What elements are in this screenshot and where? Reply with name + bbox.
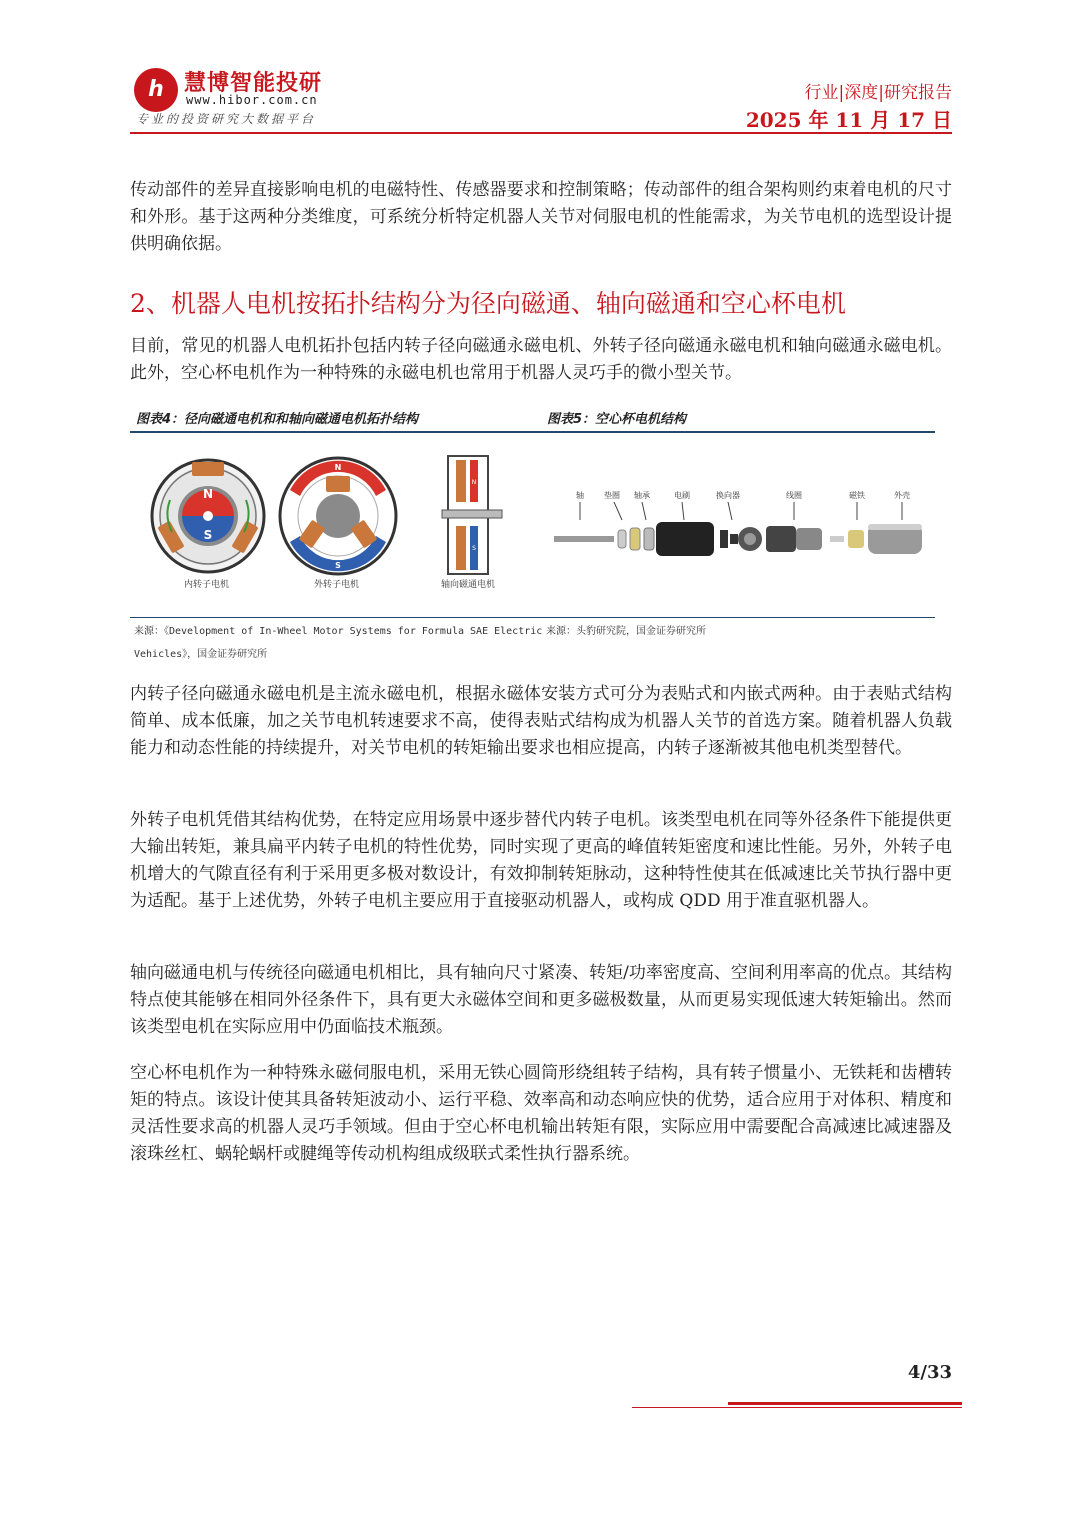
- paragraph-coreless: 空心杯电机作为一种特殊永磁伺服电机，采用无铁心圆筒形绕组转子结构，具有转子惯量小、无铁耗和齿槽转矩的特点。该设计使其具备转矩波动小、运行平稳、效率高和动态响应快的优势，适合应用于对体积、精度和灵活性要求高的机器人灵巧手领域。但由于空心杯电机输出转矩有限，实际应用中需要配合高减速比减速器及滚珠丝杠、蜗轮蜗杆或腱绳等传动机构组成级联式柔性执行器系统。: [130, 1063, 952, 1164]
- outer-pole-n: N: [334, 463, 342, 472]
- logo-slogan: 专业的投资研究大数据平台: [136, 112, 317, 126]
- caption-axial-flux: 轴向磁通电机: [441, 580, 496, 590]
- part-label-magnet: 磁铁: [849, 491, 865, 500]
- figure-4-source-line2: Vehicles》，国金证券研究所: [134, 649, 268, 660]
- coreless-motor-exploded-view: [554, 502, 922, 556]
- figure-5-source: 来源：头豹研究院，国金证券研究所: [546, 626, 706, 637]
- part-label-brush: 电刷: [674, 491, 690, 500]
- figure-4-source-line1: 来源：《Development of In-Wheel Motor Systems for Formula SAE Electric: [134, 626, 543, 637]
- part-label-commutator: 换向器: [716, 491, 740, 500]
- footer-rule-thick: [728, 1402, 962, 1405]
- figure-top-rule: [130, 431, 935, 433]
- logo-name: 慧博智能投研: [184, 71, 323, 96]
- figure-bottom-rule: [130, 617, 935, 618]
- header-divider: [130, 132, 952, 134]
- paragraph-topology: 目前，常见的机器人电机拓扑包括内转子径向磁通永磁电机、外转子径向磁通永磁电机和轴向磁通永磁电机。此外，空心杯电机作为一种特殊的永磁电机也常用于机器人灵巧手的微小型关节。: [130, 336, 952, 383]
- figure-5-title: 图表5：空心杯电机结构: [547, 412, 687, 427]
- axial-pole-n: N: [471, 479, 477, 486]
- axial-flux-motor-diagram: [442, 456, 502, 574]
- inner-rotor-motor-diagram: [152, 460, 264, 572]
- report-date: 2025 年 11 月 17 日: [745, 108, 952, 132]
- outer-pole-s: S: [335, 561, 341, 570]
- paragraph-inner-rotor: 内转子径向磁通永磁电机是主流永磁电机，根据永磁体安装方式可分为表贴式和内嵌式两种。由于表贴式结构简单、成本低廉，加之关节电机转速要求不高，使得表贴式结构成为机器人关节的首选方案。随着机器人负载能力和动态性能的持续提升，对关节电机的转矩输出要求也相应提高，内转子逐渐被其他电机类型替代。: [130, 684, 952, 758]
- caption-inner-rotor: 内转子电机: [184, 580, 230, 590]
- logo-url: www.hibor.com.cn: [186, 93, 318, 107]
- section-title: 2、机器人电机按拓扑结构分为径向磁通、轴向磁通和空心杯电机: [130, 289, 846, 318]
- hibor-logo: [134, 66, 334, 128]
- figure-4-title: 图表4：径向磁通电机和和轴向磁通电机拓扑结构: [136, 412, 419, 427]
- part-label-shaft: 轴: [576, 491, 584, 500]
- caption-outer-rotor: 外转子电机: [314, 580, 360, 590]
- paragraph-axial-flux: 轴向磁通电机与传统径向磁通电机相比，具有轴向尺寸紧凑、转矩/功率密度高、空间利用率高的优点。其结构特点使其能够在相同外径条件下，具有更大永磁体空间和更多磁极数量，从而更易实现低速大转矩输出。然而该类型电机在实际应用中仍面临技术瓶颈。: [130, 963, 952, 1037]
- paragraph-intro: 传动部件的差异直接影响电机的电磁特性、传感器要求和控制策略；传动部件的组合架构则约束着电机的尺寸和外形。基于这两种分类维度，可系统分析特定机器人关节对伺服电机的性能需求，为关节电机的选型设计提供明确依据。: [130, 180, 952, 254]
- inner-pole-s: S: [203, 528, 213, 542]
- axial-pole-s: S: [472, 545, 476, 552]
- part-label-washer: 垫圈: [604, 491, 620, 500]
- paragraph-outer-rotor: 外转子电机凭借其结构优势，在特定应用场景中逐步替代内转子电机。该类型电机在同等外径条件下能提供更大输出转矩，兼具扁平内转子电机的特性优势，同时实现了更高的峰值转矩密度和速比性能。另外，外转子电机增大的气隙直径有利于采用更多极对数设计，有效抑制转矩脉动，这种特性使其在低减速比关节执行器中更为适配。基于上述优势，外转子电机主要应用于直接驱动机器人，或构成 QDD 用于准直驱机器人。: [130, 810, 952, 911]
- logo-mark-icon: h: [134, 68, 178, 112]
- page-number: 4/33: [907, 1362, 952, 1383]
- footer-rule-thin: [632, 1407, 962, 1408]
- part-label-housing: 外壳: [894, 491, 910, 500]
- part-label-bearing: 轴承: [634, 491, 650, 500]
- report-type: 行业|深度|研究报告: [804, 83, 952, 103]
- outer-rotor-motor-diagram: [280, 458, 396, 574]
- part-label-coil: 线圈: [786, 491, 802, 500]
- figure-illustrations: [130, 440, 935, 610]
- inner-pole-n: N: [202, 487, 214, 501]
